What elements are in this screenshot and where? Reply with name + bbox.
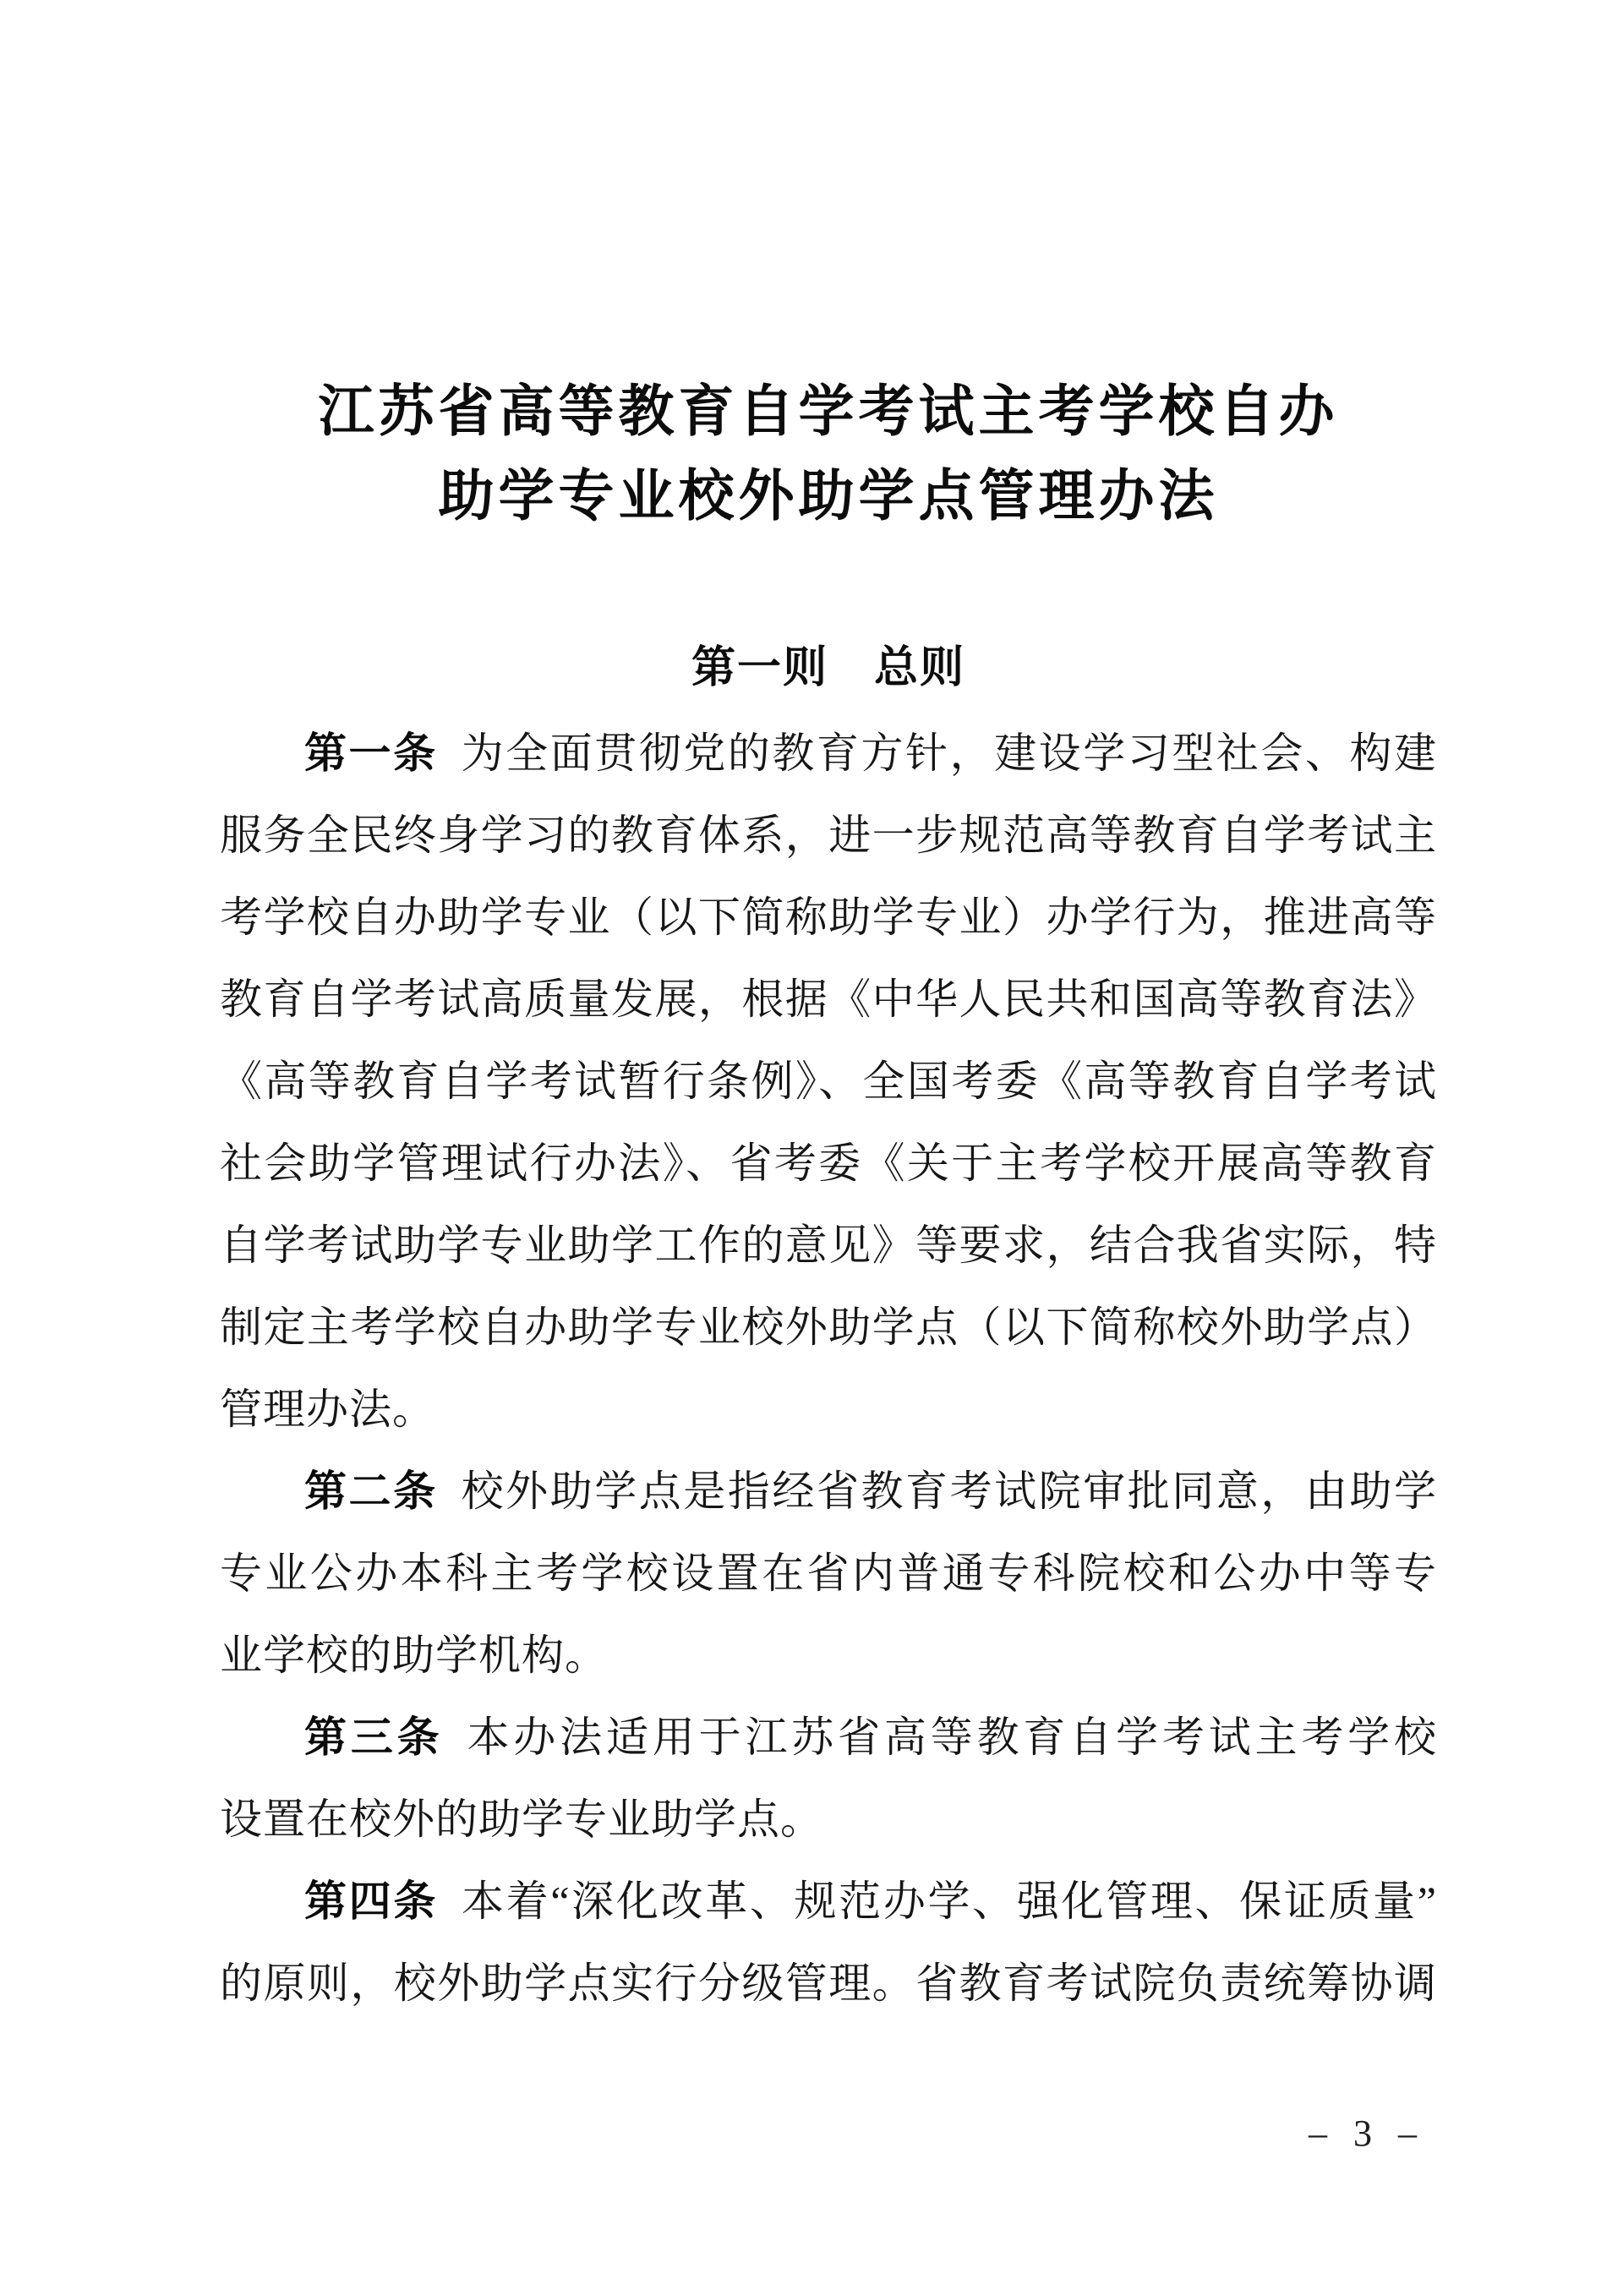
body-line-text: 校外助学点是指经省教育考试院审批同意，由助学 — [461, 1468, 1437, 1515]
body-line — [220, 795, 1437, 877]
body-line — [220, 713, 1437, 795]
body-line-text: 设置在校外的助学专业助学点。 — [220, 1796, 823, 1843]
chapter-heading: 第一则 总则 — [691, 643, 965, 692]
body-line-text: 服务全民终身学习的教育体系，进一步规范高等教育自学考试主 — [220, 812, 1437, 859]
body-line-text: 本办法适用于江苏省高等教育自学考试主考学校 — [467, 1714, 1438, 1761]
body-line-text: 管理办法。 — [220, 1386, 435, 1433]
body-line — [220, 1861, 1437, 1943]
body-line — [220, 1205, 1437, 1287]
body-line — [220, 1123, 1437, 1205]
body-line-text: 社会助学管理试行办法》、省考委《关于主考学校开展高等教育 — [220, 1140, 1437, 1187]
body-line-text: 的原则，校外助学点实行分级管理。省教育考试院负责统筹协调 — [220, 1960, 1437, 2007]
body-line-text: 教育自学考试高质量发展，根据《中华人民共和国高等教育法》 — [220, 976, 1437, 1023]
article-number: 第二条 — [304, 1468, 438, 1515]
body-line — [220, 1943, 1437, 2025]
article-number: 第三条 — [304, 1714, 444, 1761]
body-line — [220, 877, 1437, 959]
article-number: 第四条 — [304, 1878, 438, 1925]
body-line — [220, 1369, 1437, 1451]
body-line — [220, 1287, 1437, 1369]
body-line-text: 业学校的助学机构。 — [220, 1632, 608, 1679]
body-line — [220, 1533, 1437, 1615]
body-line — [220, 1779, 1437, 1861]
page-number: – 3 – — [1309, 2113, 1425, 2154]
body-line-text: 制定主考学校自办助学专业校外助学点（以下简称校外助学点） — [220, 1304, 1437, 1351]
document-body — [220, 713, 1437, 2025]
document-title-line2: 助学专业校外助学点管理办法 — [438, 464, 1219, 527]
body-line-text: 为全面贯彻党的教育方针，建设学习型社会、构建 — [461, 730, 1437, 777]
document-title-line1: 江苏省高等教育自学考试主考学校自办 — [318, 380, 1339, 442]
body-line — [220, 1615, 1437, 1697]
document-title — [220, 369, 1437, 538]
body-line-text: 本着“深化改革、规范办学、强化管理、保证质量” — [462, 1878, 1438, 1925]
body-line — [220, 1041, 1437, 1123]
article-number: 第一条 — [304, 730, 438, 777]
body-line-text: 考学校自办助学专业（以下简称助学专业）办学行为，推进高等 — [220, 894, 1437, 941]
body-line — [220, 1697, 1437, 1779]
body-line — [220, 1451, 1437, 1533]
body-line-text: 专业公办本科主考学校设置在省内普通专科院校和公办中等专 — [220, 1550, 1437, 1597]
body-line-text: 《高等教育自学考试暂行条例》、全国考委《高等教育自学考试 — [220, 1058, 1437, 1105]
body-line-text: 自学考试助学专业助学工作的意见》等要求，结合我省实际，特 — [220, 1222, 1437, 1269]
body-line — [220, 959, 1437, 1041]
